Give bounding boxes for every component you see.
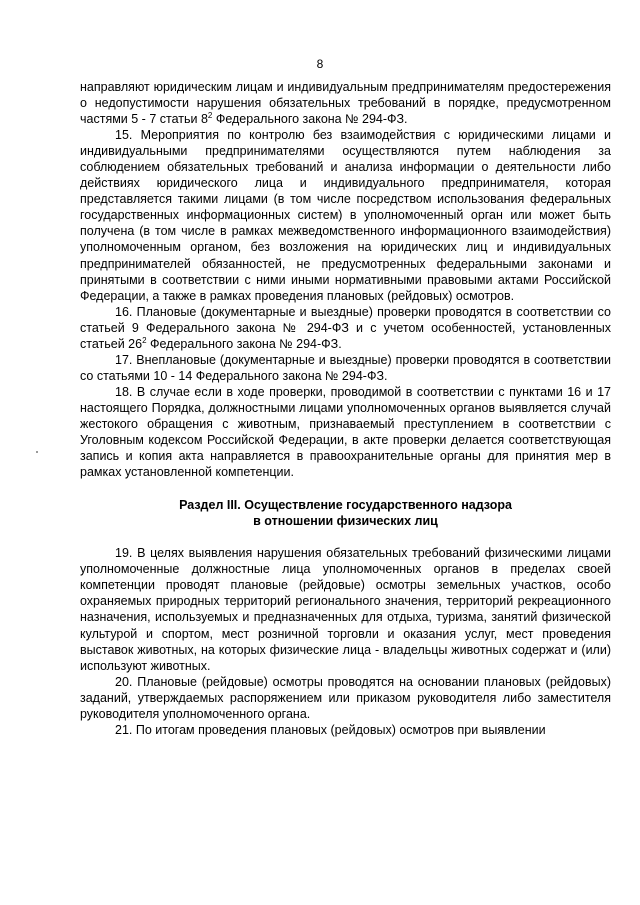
paragraph-text: Федерального закона № 294-ФЗ. bbox=[212, 112, 408, 127]
section-heading-line-2: в отношении физических лиц bbox=[253, 514, 438, 529]
paragraph-16 bbox=[80, 304, 611, 352]
paragraph-14-continuation bbox=[80, 79, 611, 127]
paragraph-15: 15. Мероприятия по контролю без взаимодействия с юридическими лицами и индивидуальными предпринимателями осуществляются путем наблюдения за соблюдением обязательных требований и анализа информации о деятельности либо действиях юридического лица и индивидуального предпринимателя, которая представляется такими лицами (в том числе посредством использования федеральных государственных информационных систем) в уполномоченный орган или может быть получена (в том числе в рамках межведомственного информационного взаимодействия) уполномоченным органом, без возложения на юридических лиц и индивидуальных предпринимателей обязанностей, не предусмотренных федеральными законами и принятыми в соответствии с ними иными нормативными правовыми актами Российской Федерации, а также в рамках проведения плановых (рейдовых) осмотров. bbox=[80, 128, 611, 303]
section-heading bbox=[80, 497, 611, 529]
page-number: 8 bbox=[316, 57, 324, 71]
scan-speck bbox=[36, 451, 38, 453]
paragraph-18: 18. В случае если в ходе проверки, проводимой в соответствии с пунктами 16 и 17 настоящего Порядка, должностными лицами уполномоченных органов выявляется случай жестокого обращения с животным, признаваемый преступлением в соответствии с Уголовным кодексом Российской Федерации, в акте проверки делается соответствующая запись и копия акта направляется в правоохранительные органы для принятия мер в рамках установленной компетенции. bbox=[80, 384, 611, 480]
paragraph-text: Федерального закона № 294-ФЗ. bbox=[146, 336, 342, 351]
paragraph-20: 20. Плановые (рейдовые) осмотры проводятся на основании плановых (рейдовых) заданий, утверждаемых распоряжением или приказом руководителя либо заместителя руководителя уполномоченного органа. bbox=[80, 674, 611, 721]
paragraph-17: 17. Внеплановые (документарные и выездные) проверки проводятся в соответствии со статьями 10 - 14 Федерального закона № 294-ФЗ. bbox=[80, 352, 611, 383]
paragraph-text: направляют юридическим лицам и индивидуальным предпринимателям предостережения о недопустимости нарушения обязательных требований в порядке, предусмотренном частями 5 - 7 статьи 8 bbox=[80, 80, 611, 127]
paragraph-19: 19. В целях выявления нарушения обязательных требований физическими лицами уполномоченные должностные лица уполномоченных органов в пределах своей компетенции проводят плановые (рейдовые) осмотры земельных участков, особо охраняемых природных территорий регионального значения, территорий рекреационного назначения, используемых и предназначенных для отдыха, туризма, занятий физической культурой и спортом, мест розничной торговли и оказания услуг, мест проведения выставок животных, на которых физические лица - владельцы животных содержат и (или) используют животных. bbox=[80, 546, 611, 673]
section-heading-line-1: Раздел III. Осуществление государственного надзора bbox=[179, 498, 512, 513]
superscript: 2 bbox=[207, 110, 213, 120]
superscript: 2 bbox=[142, 335, 147, 345]
paragraph-21: 21. По итогам проведения плановых (рейдовых) осмотров при выявлении bbox=[115, 722, 546, 737]
paragraph-text: 16. Плановые (документарные и выездные) проверки проводятся в соответствии со статьей 9 Федерального закона № 294-ФЗ и с учетом особенностей, установленных статьей 26 bbox=[80, 304, 611, 351]
document-body bbox=[80, 79, 611, 738]
